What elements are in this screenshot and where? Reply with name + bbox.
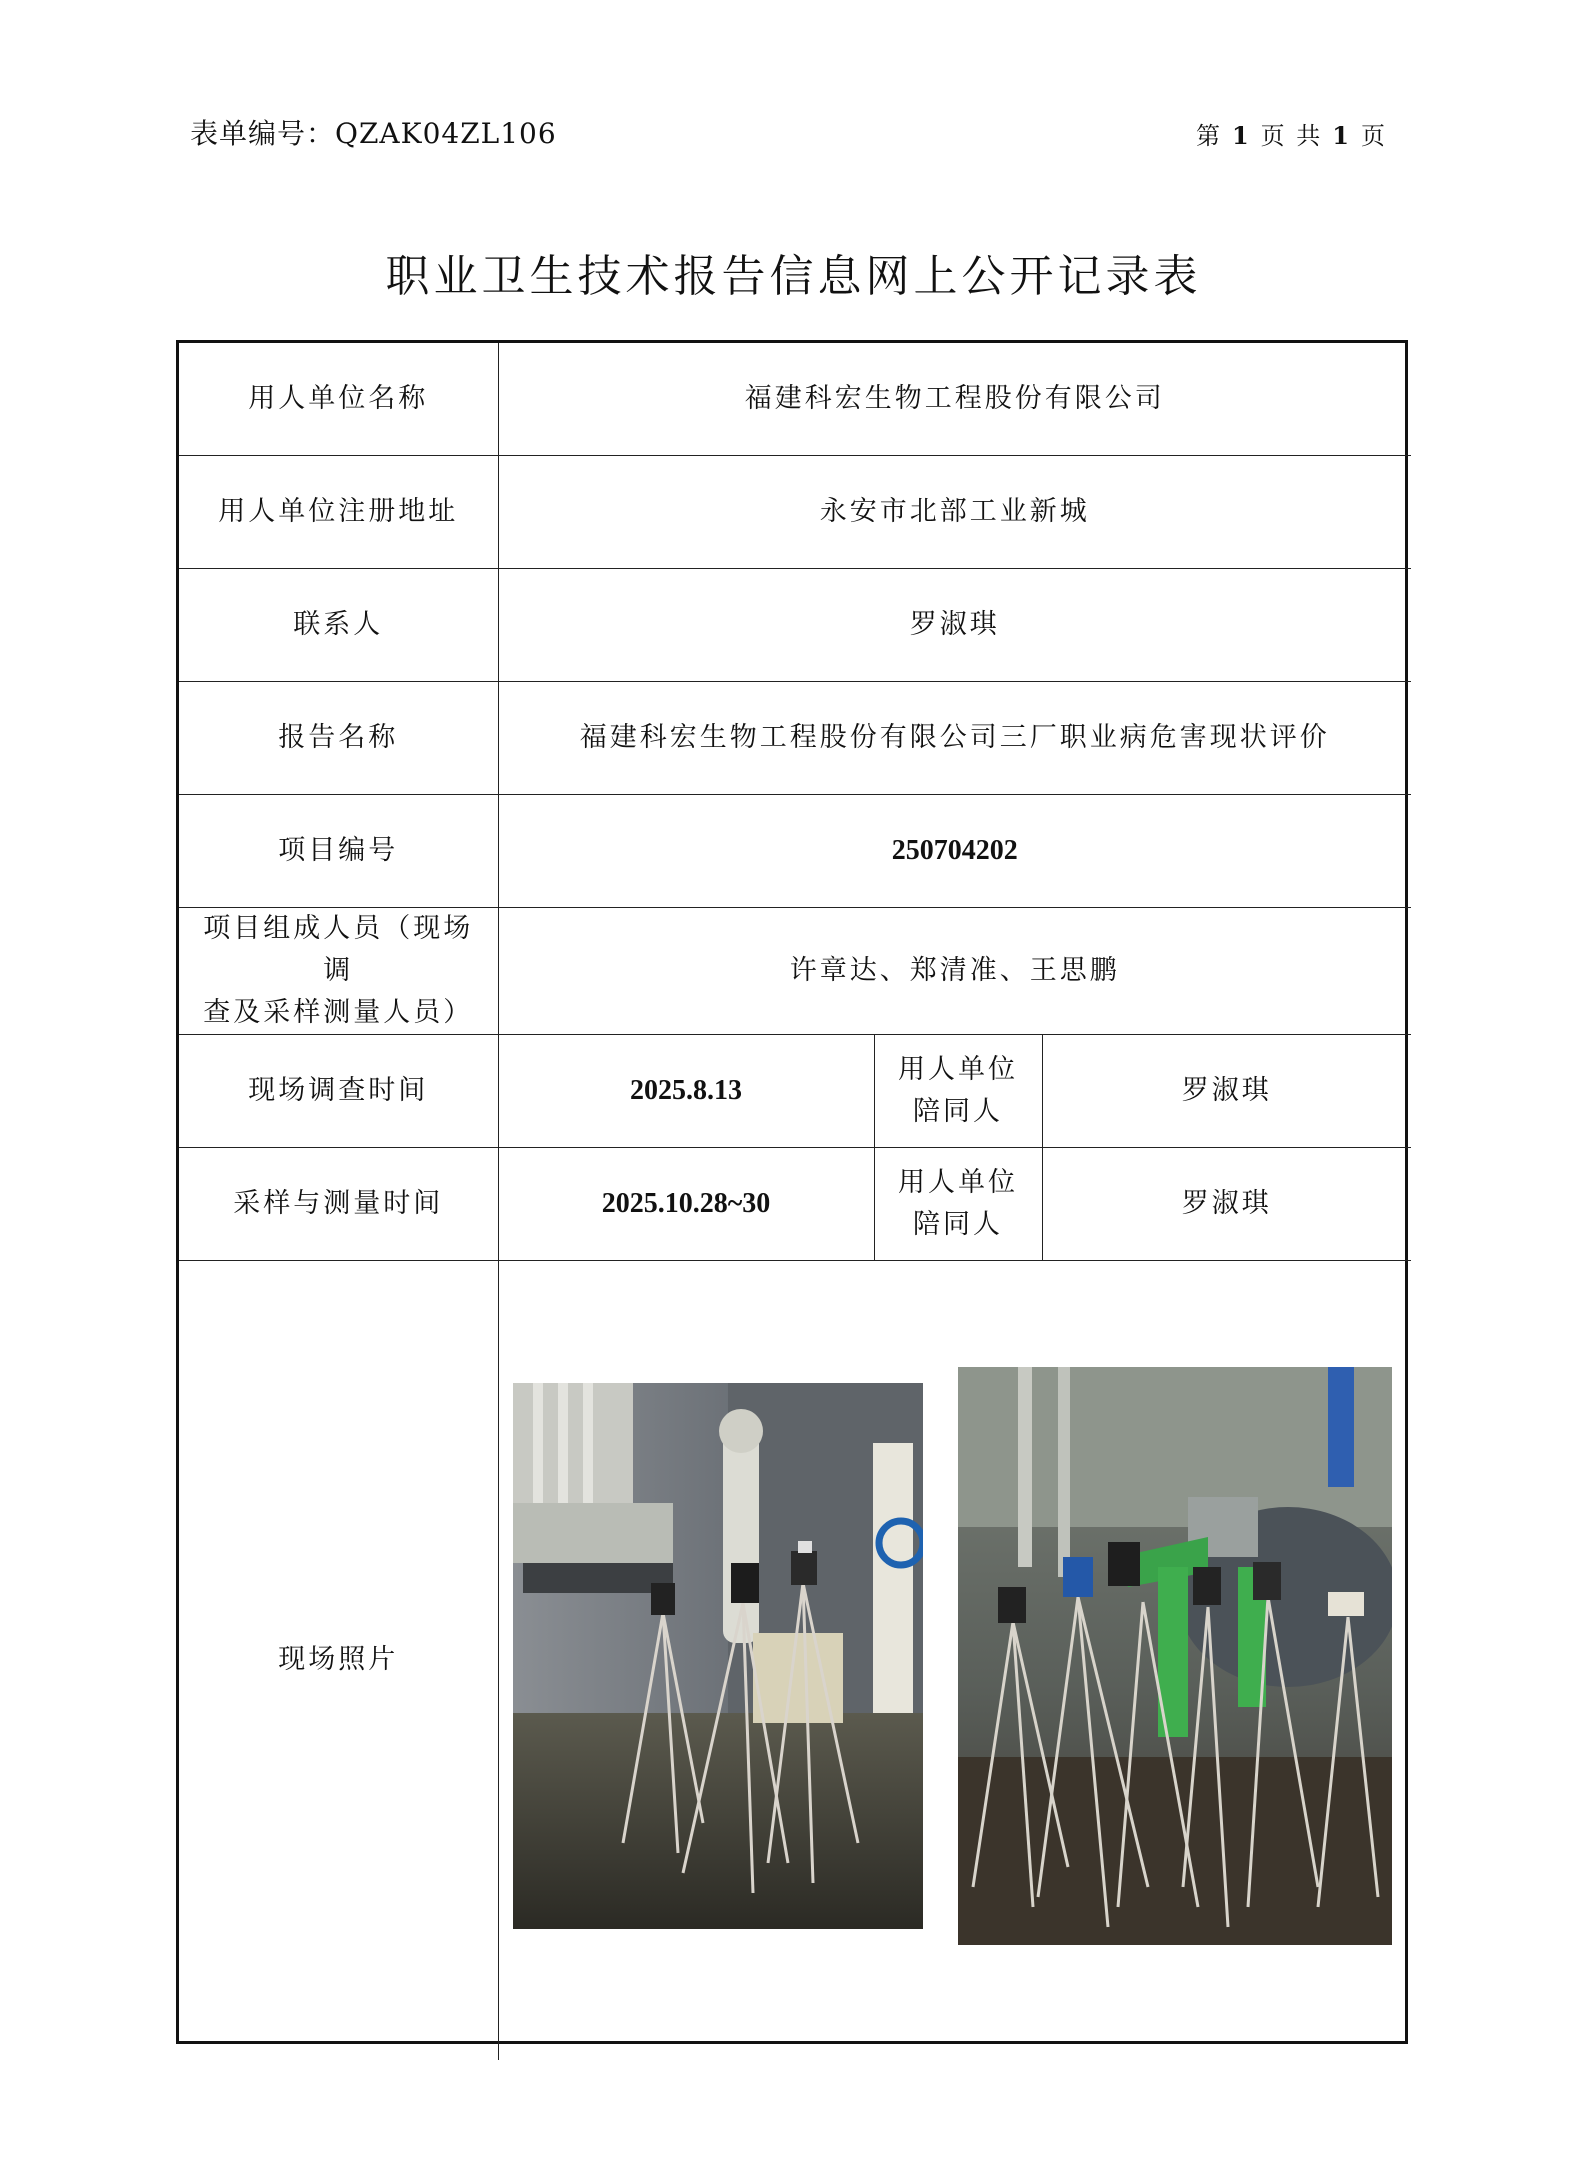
page-mid: 页 共 [1260,122,1323,150]
page-total: 1 [1332,121,1351,150]
table-row [179,681,1411,794]
form-number-label: 表单编号： [190,117,336,150]
sampling-companion-label [874,1147,1042,1260]
team-value: 许章达、郑清准、王思鹏 [498,907,1411,1034]
contact-label: 联系人 [179,568,498,681]
survey-companion-label-line1: 用人单位 [898,1053,1018,1085]
employer-name-value: 福建科宏生物工程股份有限公司 [498,343,1411,455]
sampling-companion-label-line1: 用人单位 [898,1166,1018,1198]
report-name-value: 福建科宏生物工程股份有限公司三厂职业病危害现状评价 [498,681,1411,794]
address-label: 用人单位注册地址 [179,455,498,568]
document-title: 职业卫生技术报告信息网上公开记录表 [385,251,1202,302]
form-number [190,112,557,152]
page-prefix: 第 [1195,122,1222,150]
survey-time-label: 现场调查时间 [179,1034,498,1147]
team-label [179,907,498,1034]
survey-companion-value: 罗淑琪 [1042,1034,1411,1147]
team-label-line2: 查及采样测量人员） [203,996,474,1028]
form-number-value: QZAK04ZL106 [335,117,557,150]
sampling-time-value: 2025.10.28~30 [498,1147,874,1260]
team-label-line1: 项目组成人员（现场调 [203,912,474,986]
table-row [179,568,1411,681]
table-row [179,1147,1411,1260]
table-row [179,455,1411,568]
sampling-time-label: 采样与测量时间 [179,1147,498,1260]
photos-label: 现场照片 [179,1260,498,2060]
site-photo-1 [513,1383,923,1929]
sampling-companion-value: 罗淑琪 [1042,1147,1411,1260]
photos-cell [498,1260,1411,2060]
table-row [179,1034,1411,1147]
sampling-companion-label-line2: 陪同人 [913,1208,1003,1240]
record-table [179,343,1411,2060]
employer-name-label: 用人单位名称 [179,343,498,455]
record-form [176,340,1408,2044]
survey-time-value: 2025.8.13 [498,1034,874,1147]
contact-value: 罗淑琪 [498,568,1411,681]
table-row [179,907,1411,1034]
survey-companion-label-line2: 陪同人 [913,1095,1003,1127]
site-photo-2 [958,1367,1392,1945]
report-name-label: 报告名称 [179,681,498,794]
project-no-label: 项目编号 [179,794,498,907]
table-row [179,794,1411,907]
table-row [179,1260,1411,2060]
table-row [179,343,1411,455]
page-current: 1 [1231,121,1251,150]
page-suffix: 页 [1361,122,1387,150]
address-value: 永安市北部工业新城 [498,455,1411,568]
project-no-value: 250704202 [498,794,1411,907]
page-indicator [1196,116,1387,151]
survey-companion-label [874,1034,1042,1147]
